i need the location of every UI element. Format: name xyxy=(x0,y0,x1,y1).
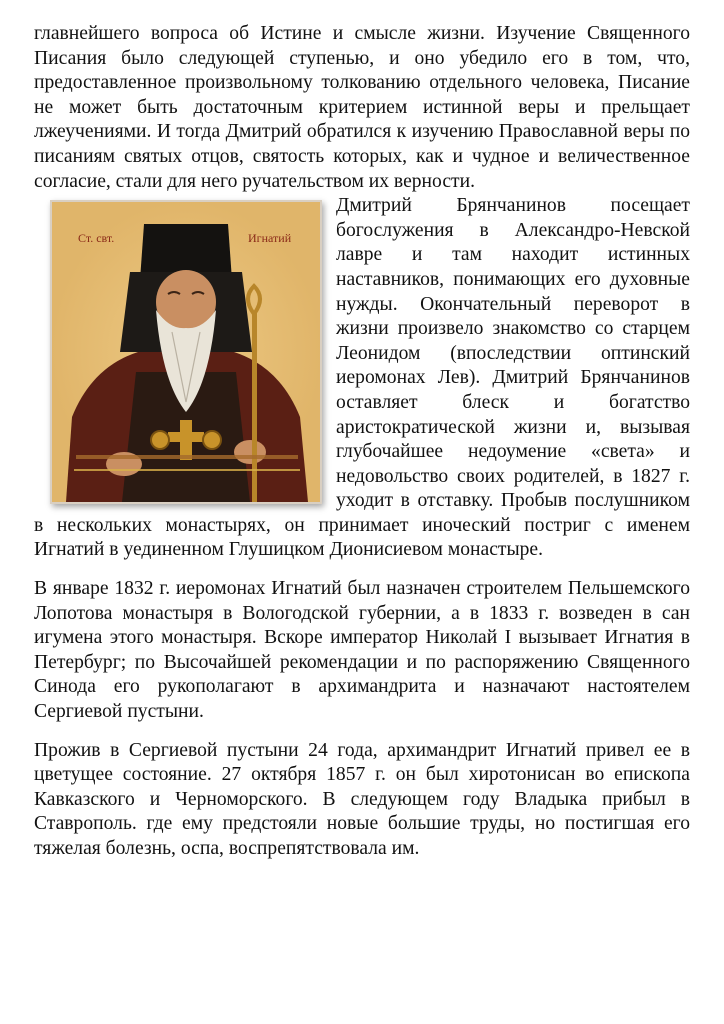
paragraph-gap xyxy=(34,563,690,577)
paragraph-2: В январе 1832 г. иеромонах Игнатий был назначен строителем Пельшемского Лопотова монастыря в Вологодской губернии, а в 1833 г. возведен в сан игумена этого монастыря. Вскоре император Николай I вызывает Игнатия в Петербург; по Высочайшей рекомендации и по распоряжению Священного Синода его рукополагают в архимандрита и назначают настоятелем Сергиевой пустыни. xyxy=(34,578,690,723)
paragraph-1-continued: Дмитрий Брянчанинов посещает богослужения в Александро-Невской лавре и там находит истинных наставников, понимающих его духовные нужды. Окончательный переворот в жизни произвело знакомство со старцем Леонидом (впоследствии оптинский иеромонах Лев). Дмитрий Брянчанинов оставляет блеск и богатство аристократической жизни и, вызывая глубочайшее недоумение «света» и недовольство своих родителей, в 1827 г. уходит в отставку. Пробыв послушником в нескольких монастырях, он принимает иноческий постриг с именем Игнатий в уединенном Глушицком Дионисиевом монастыре. xyxy=(34,195,690,561)
document-page xyxy=(34,22,690,862)
icon-label-left: Ст. свт. xyxy=(78,231,115,246)
icon-label-right: Игнатий xyxy=(248,231,292,246)
paragraph-3: Прожив в Сергиевой пустыни 24 года, архимандрит Игнатий привел ее в цветущее состояние. 27 октября 1857 г. он был хиротонисан во епископа Кавказского и Черноморского. В следующем году Владыка прибыл в Ставрополь. где ему предстояли новые большие труды, но постигшая его тяжелая болезнь, оспа, воспрепятствовала им. xyxy=(34,739,690,859)
crozier-staff xyxy=(252,312,257,502)
paragraph-1-lead: главнейшего вопроса об Истине и смысле жизни. Изучение Священного Писания было следующей ступенью, и оно убедило его в том, что, предоставленное произвольному толкованию отдельного человека, Писание не может быть достаточным критерием истинной веры и прельщает лжеучениями. И тогда Дмитрий обратился к изучению Православной веры по писаниям святых отцов, святость которых, как и чудное и величественное согласие, стали для него ручательством их верности. xyxy=(34,23,690,192)
icon-illustration xyxy=(52,202,320,502)
paragraph-gap xyxy=(34,725,690,739)
icon-image-saint-ignatius xyxy=(50,200,322,504)
